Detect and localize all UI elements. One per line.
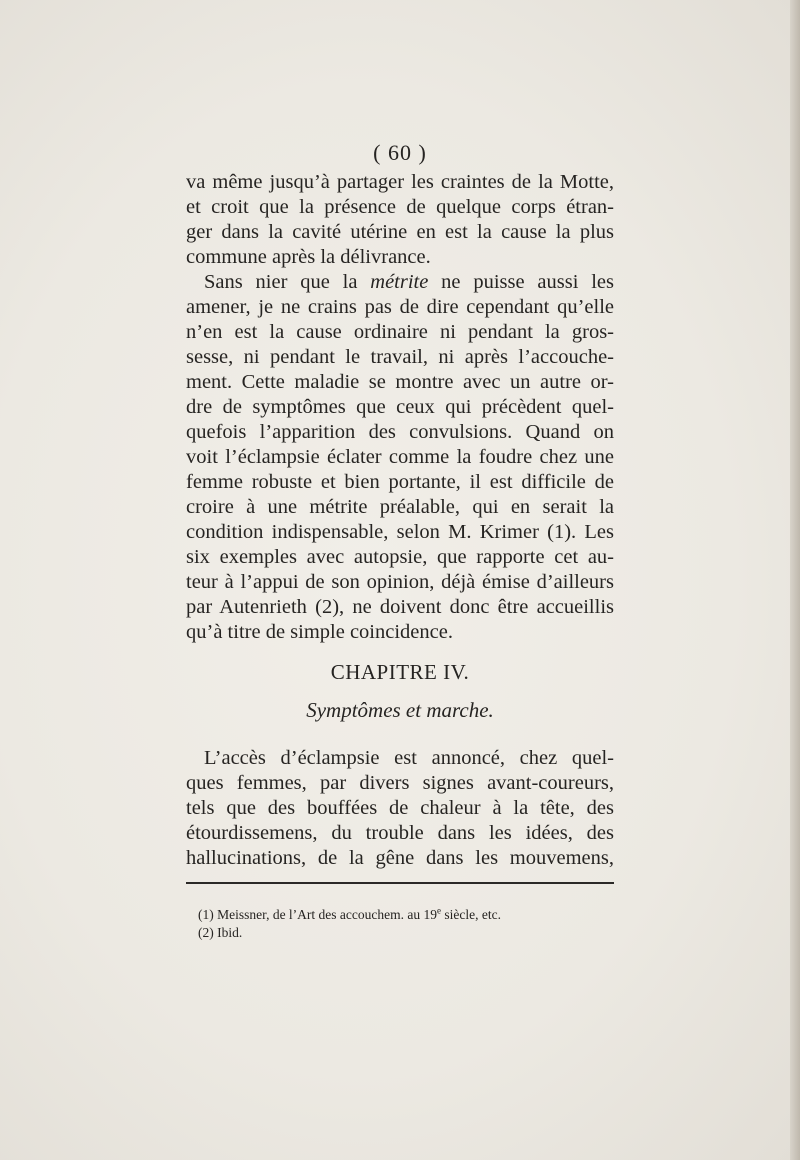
text-line: femme robuste et bien portante, il est difficile de xyxy=(186,471,614,493)
text-line: amener, je ne crains pas de dire cependant qu’elle xyxy=(186,296,614,318)
text-line: commune après la délivrance. xyxy=(186,246,431,268)
footnote-2: (2) Ibid. xyxy=(198,925,243,940)
text-line: ger dans la cavité utérine en est la cause la plus xyxy=(186,221,614,243)
text-line: teur à l’appui de son opinion, déjà émise d’ailleurs xyxy=(186,571,614,593)
footnote-1 xyxy=(198,906,501,924)
text-line: ques femmes, par divers signes avant-coureurs, xyxy=(186,772,614,794)
paragraph-symptoms xyxy=(186,746,614,871)
text-line: L’accès d’éclampsie est annoncé, chez quel- xyxy=(204,747,614,769)
text-line: ment. Cette maladie se montre avec un autre or- xyxy=(186,371,614,393)
text-line: tels que des bouffées de chaleur à la tête, des xyxy=(186,797,614,819)
text-line xyxy=(186,270,614,295)
page-number: ( 60 ) xyxy=(373,140,427,165)
chapter-title: CHAPITRE IV. xyxy=(330,660,470,684)
text-line: dre de symptômes que ceux qui précèdent quel- xyxy=(186,396,614,418)
paragraph-metrite xyxy=(186,270,614,645)
text-line: sesse, ni pendant le travail, ni après l’accouche- xyxy=(186,346,614,368)
text-line: voit l’éclampsie éclater comme la foudre chez une xyxy=(186,446,614,468)
text-line: quefois l’apparition des convulsions. Quand on xyxy=(186,421,614,443)
text-run: Sans nier que la xyxy=(204,271,371,293)
text-line: n’en est la cause ordinaire ni pendant la gros- xyxy=(186,321,614,343)
footnote-text: (1) Meissner, de l’Art des accouchem. au 19 xyxy=(198,907,437,922)
italic-term: métrite xyxy=(370,271,429,293)
text-line: par Autenrieth (2), ne doivent donc être accueillis xyxy=(186,596,614,618)
text-line: croire à une métrite préalable, qui en serait la xyxy=(186,496,614,518)
text-line: six exemples avec autopsie, que rapporte cet au- xyxy=(186,546,614,568)
text-line: hallucinations, de la gêne dans les mouvemens, xyxy=(186,847,614,869)
text-line: condition indispensable, selon M. Krimer (1). Les xyxy=(186,521,614,543)
footnote-superscript: e xyxy=(437,905,441,916)
text-line: qu’à titre de simple coincidence. xyxy=(186,621,453,643)
text-line: et croit que la présence de quelque corps étran- xyxy=(186,196,614,218)
footnote-text: siècle, etc. xyxy=(441,907,501,922)
page-edge-shadow xyxy=(790,0,800,1160)
text-line: va même jusqu’à partager les craintes de la Motte, xyxy=(186,171,614,193)
footnote-rule xyxy=(186,882,614,884)
section-title: Symptômes et marche. xyxy=(306,698,494,722)
text-run: ne puisse aussi les xyxy=(428,271,614,293)
paragraph-continuation xyxy=(186,170,614,270)
text-line: étourdissemens, du trouble dans les idées, des xyxy=(186,822,614,844)
